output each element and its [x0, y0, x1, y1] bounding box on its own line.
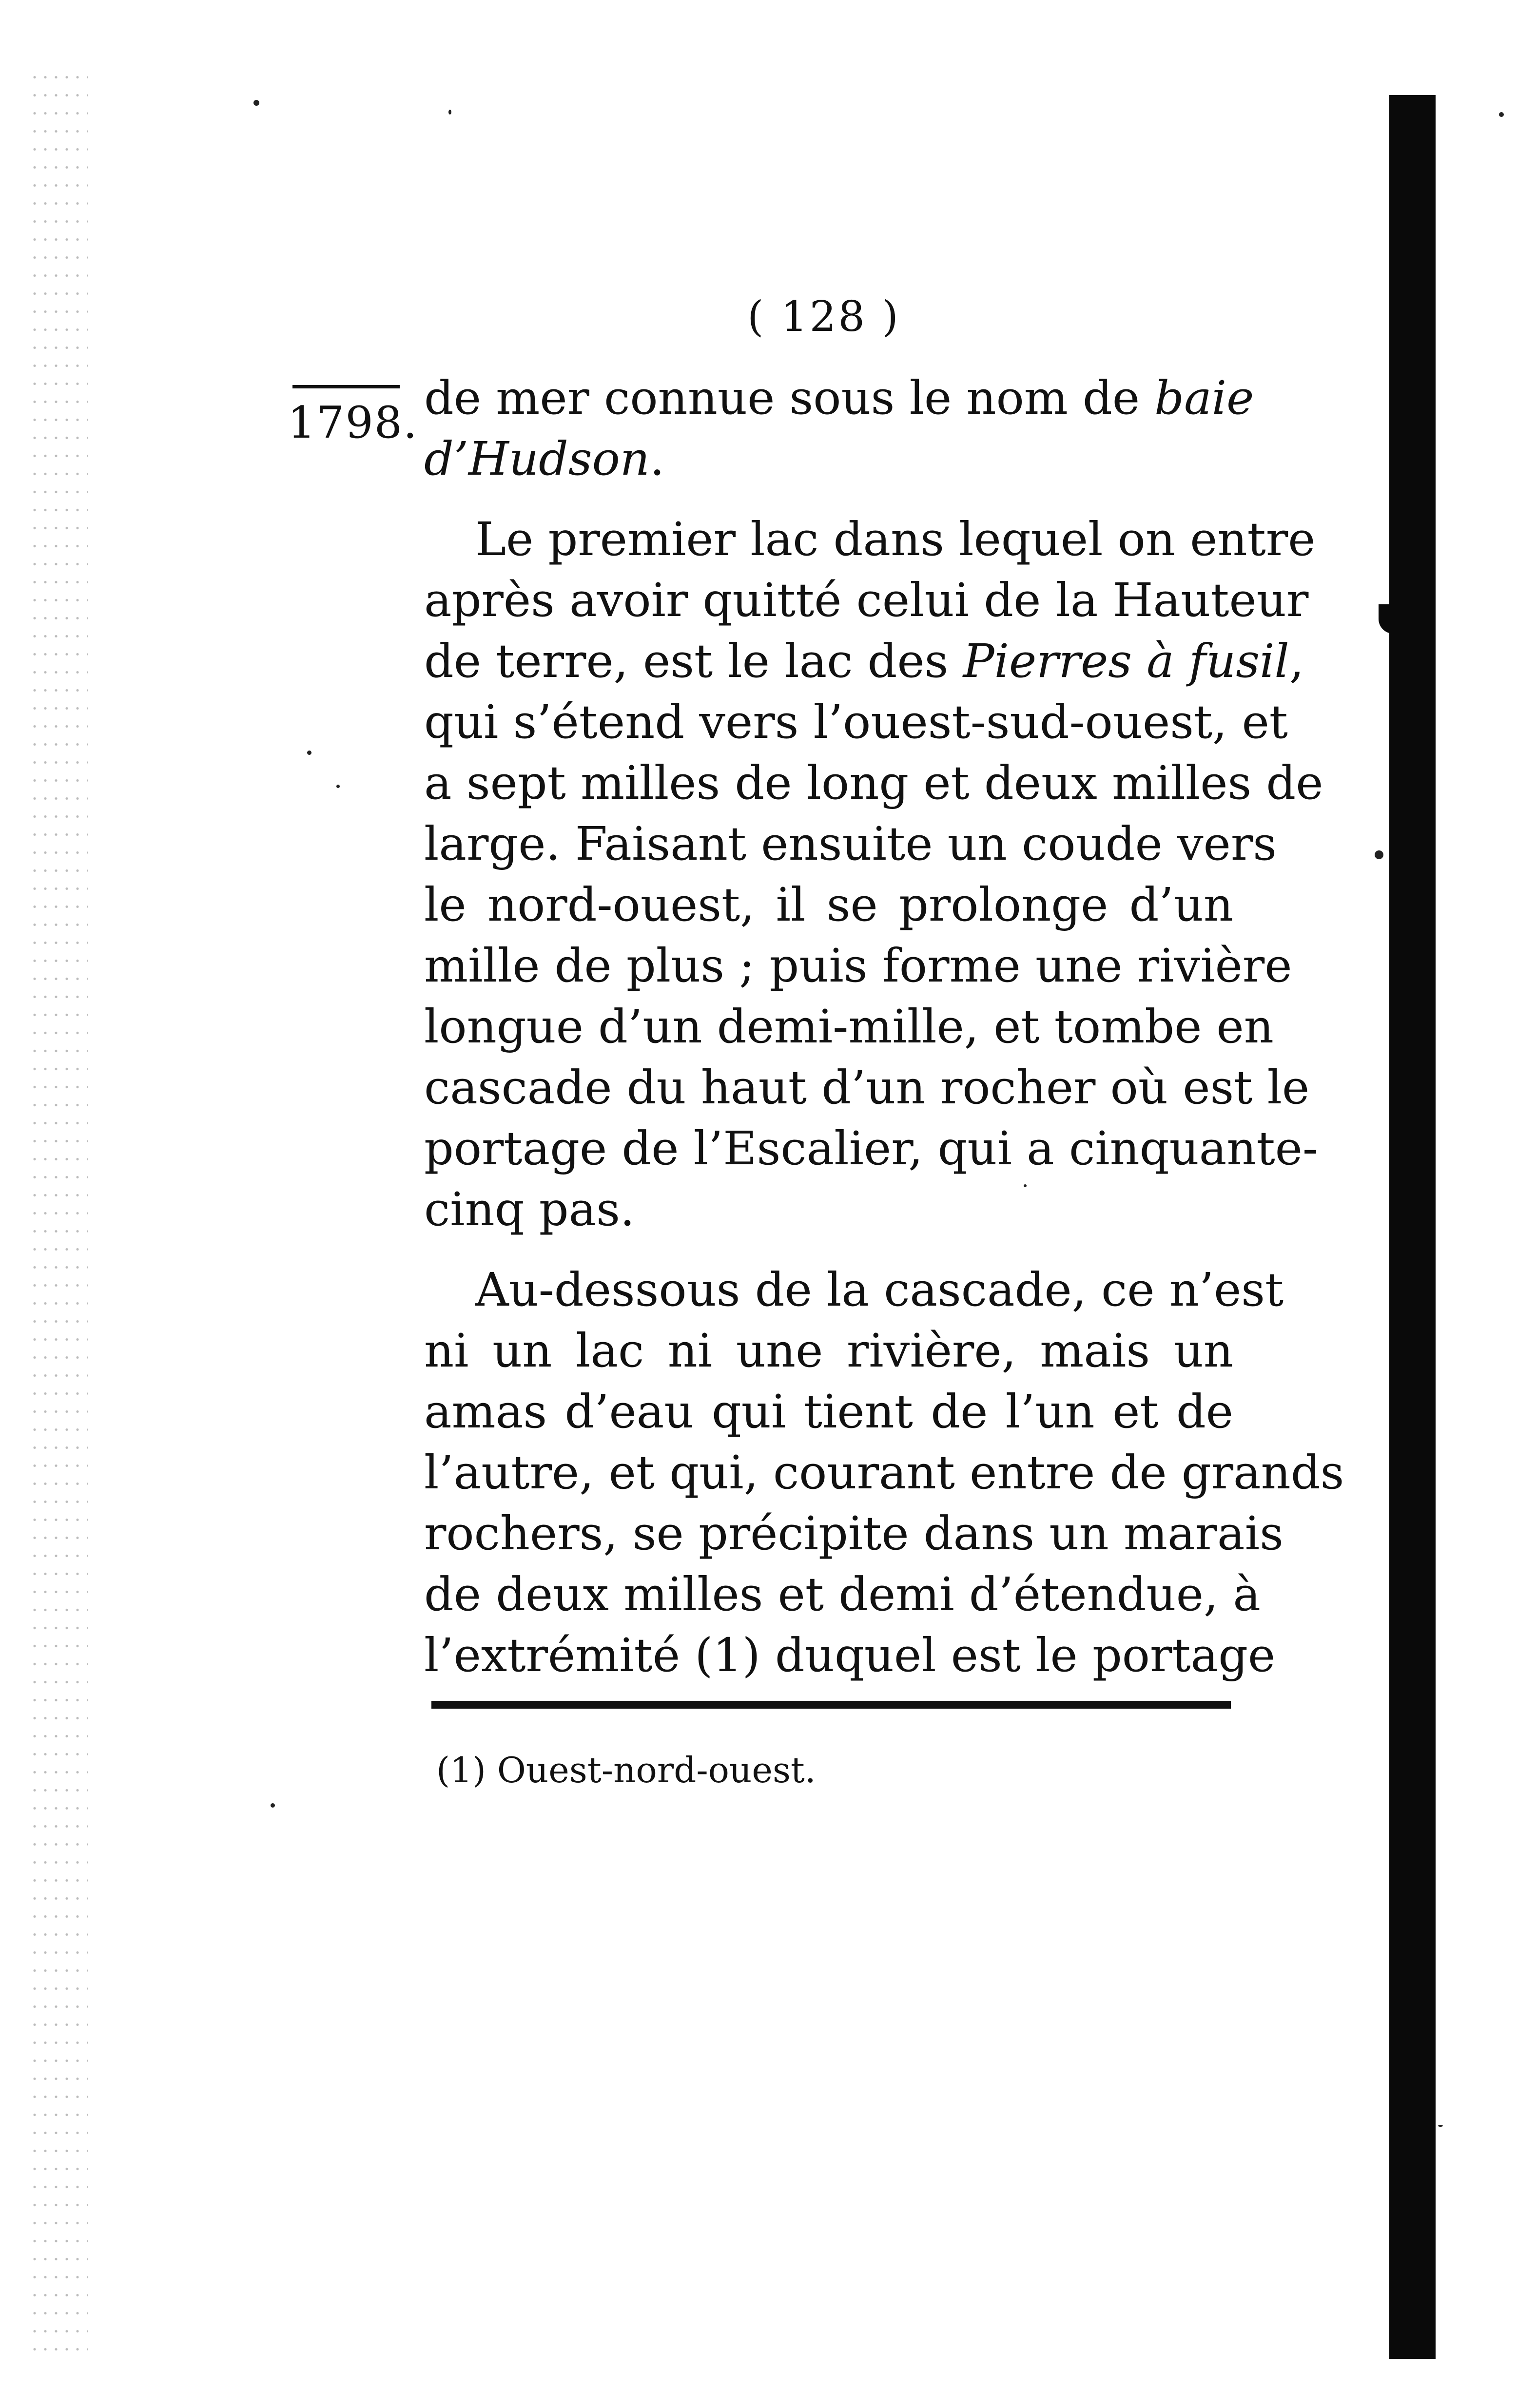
page-number: ( 128 ) [747, 292, 900, 341]
text-line: ni un lac ni une rivière, mais un [424, 1324, 1233, 1378]
text-line: Au-dessous de la cascade, ce n’est [475, 1263, 1284, 1317]
text-line: large. Faisant ensuite un coude vers [424, 817, 1277, 871]
binding-strip [1389, 95, 1436, 2359]
text-line: après avoir quitté celui de la Hauteur [424, 574, 1309, 627]
scan-speck [1375, 850, 1383, 859]
scan-speck [1024, 1184, 1027, 1187]
text-line: portage de l’Escalier, qui a cinquante- [424, 1122, 1319, 1175]
scan-edge-noise [29, 68, 88, 2359]
text-line: l’autre, et qui, courant entre de grands [424, 1446, 1344, 1500]
text-line: cascade du haut d’un rocher où est le [424, 1061, 1310, 1115]
body-text [424, 368, 1344, 1686]
text-line: de mer connue sous le nom de baie [424, 371, 1254, 425]
text-line: l’extrémité (1) duquel est le portage [424, 1629, 1276, 1682]
scan-speck [1438, 2125, 1443, 2127]
text-line: le nord-ouest, il se prolonge d’un [424, 878, 1233, 932]
text-line: a sept milles de long et deux milles de [424, 756, 1323, 810]
scan-speck [307, 751, 311, 755]
scan-speck [336, 785, 340, 788]
binding-notch [1379, 604, 1393, 634]
text-line: rochers, se précipite dans un marais [424, 1507, 1283, 1560]
scan-speck [271, 1803, 275, 1808]
scan-speck [253, 100, 259, 106]
scan-speck [1499, 112, 1504, 117]
text-line: Le premier lac dans lequel on entre [475, 513, 1316, 566]
text-line: d’Hudson. [424, 432, 665, 486]
footnote-rule [431, 1701, 1231, 1709]
text-line: cinq pas. [424, 1183, 635, 1236]
text-line: de terre, est le lac des Pierres à fusil, [424, 635, 1304, 688]
scan-speck [448, 110, 451, 115]
text-line: longue d’un demi-mille, et tombe en [424, 1000, 1274, 1054]
text-line: amas d’eau qui tient de l’un et de [424, 1385, 1233, 1439]
footnote: (1) Ouest-nord-ouest. [436, 1750, 816, 1791]
margin-rule [292, 385, 400, 388]
text-line: qui s’étend vers l’ouest-sud-ouest, et [424, 695, 1288, 749]
text-line: de deux milles et demi d’étendue, à [424, 1568, 1261, 1621]
margin-year: 1798. [288, 397, 418, 448]
text-line: mille de plus ; puis forme une rivière [424, 939, 1292, 993]
